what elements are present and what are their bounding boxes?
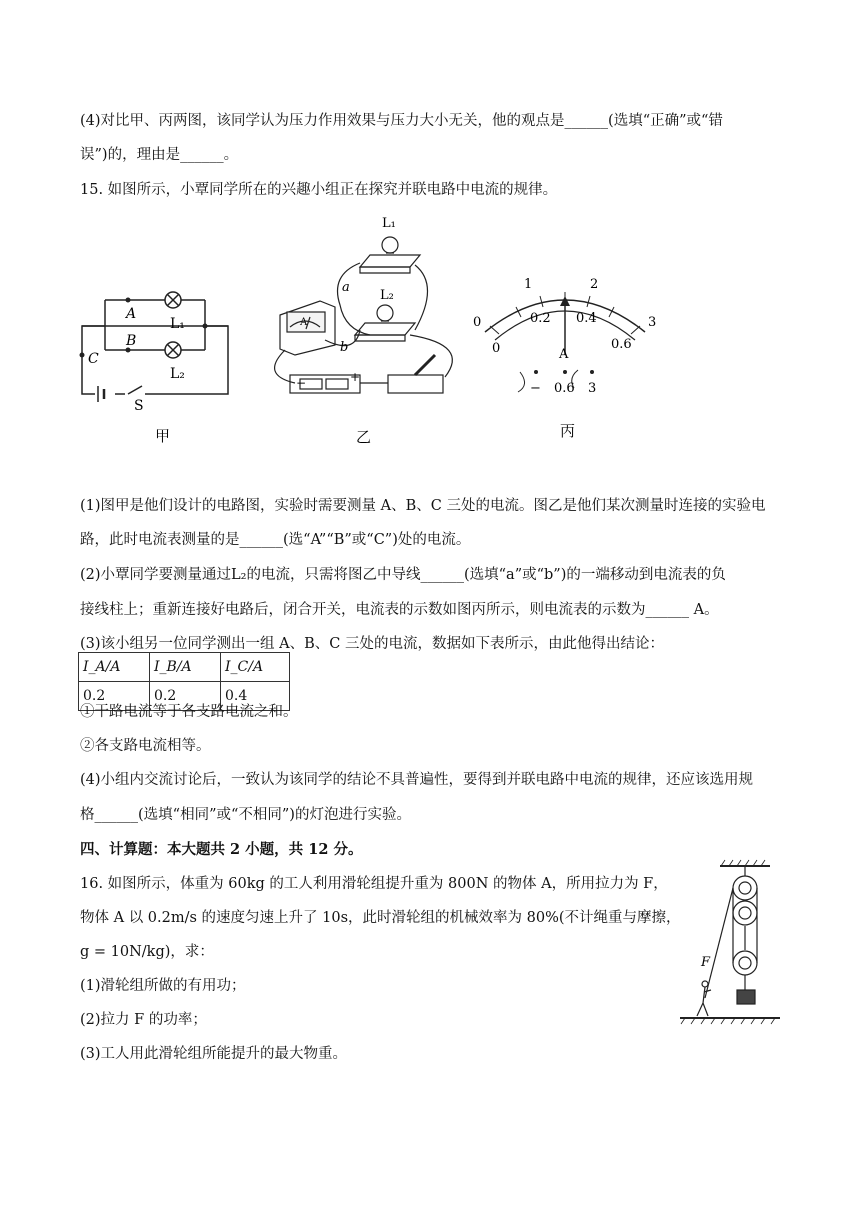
circuit-diagram-jia — [70, 200, 250, 450]
q14-4-line2: 误”)的，理由是______。 — [80, 147, 239, 163]
header-ib: I_B/A — [150, 653, 221, 682]
ammeter-dial-bing — [470, 270, 670, 445]
q15-2-line2: 接线柱上；重新连接好电路后，闭合开关，电流表的示数如图丙所示，则电流表的示数为______ A。 — [80, 602, 719, 618]
pulley-figure — [675, 858, 785, 1028]
unit-a: A — [559, 347, 569, 362]
q15-2-line1: (2)小覃同学要测量通过L₂的电流，只需将图乙中导线______(选填“a”或“b”)的一端移动到电流表的负 — [80, 567, 726, 583]
q16-line2: 物体 A 以 0.2m/s 的速度匀速上升了 10s，此时滑轮组的机械效率为 80%(不计绳重与摩擦， — [80, 910, 681, 926]
q15-1-line1: (1)图甲是他们设计的电路图，实验时需要测量 A、B、C 三处的电流。图乙是他们某次测量时连接的实验电 — [80, 498, 766, 514]
q16-sub2: (2)拉力 F 的功率； — [80, 1012, 207, 1028]
label-l2: L₂ — [170, 366, 185, 382]
label-b: B — [126, 333, 137, 349]
wire-b-label: b — [340, 340, 349, 355]
tick-bottom-06: 0.6 — [611, 337, 632, 352]
battery-plus: + — [350, 370, 361, 384]
q15-4-line1: (4)小组内交流讨论后，一致认为该同学的结论不具普遍性，要得到并联电路中电流的规律，还应该选用规 — [80, 772, 754, 788]
caption-bing: 丙 — [560, 422, 576, 440]
label-l1: L₁ — [170, 316, 185, 332]
value-ic: 0.4 — [221, 682, 290, 711]
conclusion-2: ②各支路电流相等。 — [80, 738, 211, 754]
tick-top-3: 3 — [648, 315, 657, 330]
label-a: A — [126, 306, 137, 322]
l2-label: L₂ — [380, 288, 394, 303]
label-s: S — [134, 398, 144, 414]
tick-bottom-04: 0.4 — [576, 311, 597, 326]
label-c: C — [88, 351, 99, 367]
wire-a-label: a — [342, 280, 350, 295]
tick-bottom-0: 0 — [492, 341, 501, 356]
q14-4-line1: (4)对比甲、丙两图，该同学认为压力作用效果与压力大小无关，他的观点是______(选填“正确”或“错 — [80, 113, 723, 129]
section-heading: 四、计算题：本大题共 2 小题，共 12 分。 — [80, 841, 363, 858]
caption-yi: 乙 — [356, 428, 372, 446]
conclusion-1: ①干路电流等于各支路电流之和。 — [80, 704, 298, 720]
tick-top-1: 1 — [524, 277, 533, 292]
value-ib: 0.2 — [150, 682, 221, 711]
q16-line3: g = 10N/kg)，求： — [80, 944, 214, 960]
circuit-photo-yi — [260, 205, 475, 450]
battery-minus: − — [296, 376, 307, 390]
terminal-minus: − — [530, 381, 541, 396]
header-ic: I_C/A — [221, 653, 290, 682]
ammeter-label: A — [300, 317, 308, 328]
q16-sub1: (1)滑轮组所做的有用功； — [80, 978, 246, 994]
q15-stem: 15. 如图所示，小覃同学所在的兴趣小组正在探究并联电路中电流的规律。 — [80, 182, 558, 198]
tick-top-0: 0 — [473, 315, 482, 330]
tick-bottom-02: 0.2 — [530, 311, 551, 326]
q16-line1: 16. 如图所示，体重为 60kg 的工人利用滑轮组提升重为 800N 的物体 A，所用拉力为 F， — [80, 876, 668, 892]
q15-1-line2: 路，此时电流表测量的是______(选“A”“B”或“C”)处的电流。 — [80, 532, 471, 548]
header-ia: I_A/A — [79, 653, 150, 682]
q15-4-line2: 格______(选填“相同”或“不相同”)的灯泡进行实验。 — [80, 807, 411, 823]
force-f-label: F — [701, 955, 711, 970]
q16-sub3: (3)工人用此滑轮组所能提升的最大物重。 — [80, 1046, 348, 1062]
terminal-06: 0.6 — [554, 381, 575, 396]
caption-jia: 甲 — [155, 427, 171, 445]
q15-3-line: (3)该小组另一位同学测出一组 A、B、C 三处的电流，数据如下表所示，由此他得出结论： — [80, 636, 664, 652]
terminal-3: 3 — [588, 381, 597, 396]
l1-label: L₁ — [382, 216, 396, 231]
value-ia: 0.2 — [79, 682, 150, 711]
tick-top-2: 2 — [590, 277, 599, 292]
